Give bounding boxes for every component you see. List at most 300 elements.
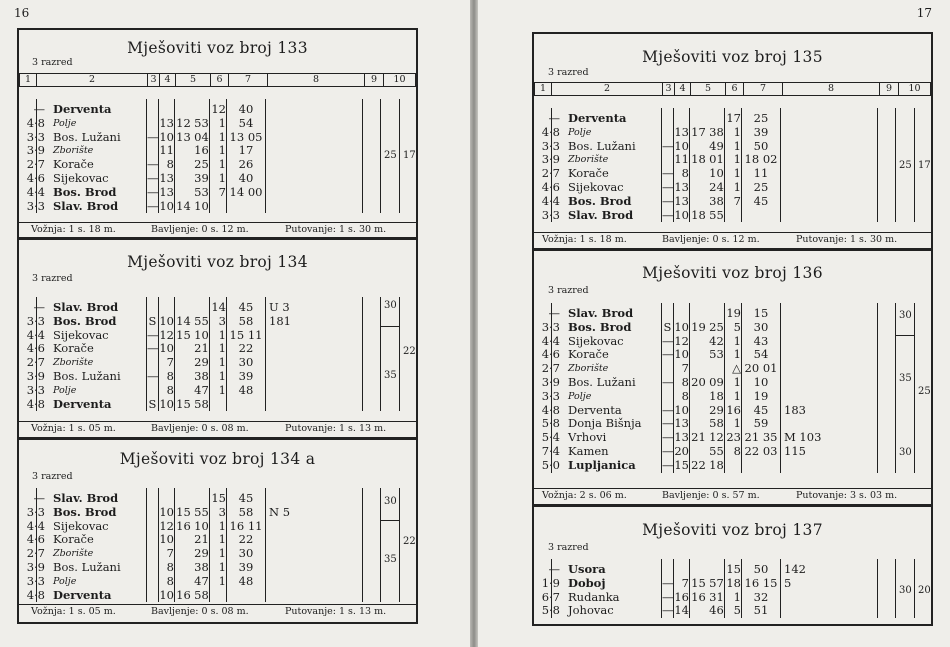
col3-mark: — [662,430,674,445]
side-value: 35 [384,554,397,565]
departure-time: 58 [238,313,254,328]
station-name: Donja Bišnja [568,416,642,431]
arrival-minute: 12 [709,430,724,445]
arrival-minute: 57 [709,575,724,590]
column-rule [380,488,381,602]
travel-minutes: 7 [166,546,174,561]
table-row [534,404,931,418]
distance-km: 3·9 [541,152,560,167]
column-rule [673,559,674,618]
table-row [534,153,931,167]
distance-km: 4·8 [26,396,45,411]
footer-bavljenje: Bavljenje: 0 s. 08 m. [151,423,249,434]
table-row [19,533,416,547]
departure-time: 45 [238,491,254,505]
table-row [534,167,931,181]
stop-minutes: 12 [211,102,226,116]
column-rule [724,559,725,618]
class-label: 3 razred [32,273,73,284]
col3-mark: — [147,157,159,172]
station-name: Bos. Brod [53,184,117,199]
station-name: Lupljanica [568,457,636,472]
distance-km: 3·9 [26,368,45,383]
arrival-minute: 53 [194,184,209,199]
table-row [534,362,931,376]
travel-minutes: 13 [159,115,174,130]
stop-minutes: 15 [726,562,741,576]
timetable-section [19,30,416,243]
rows-container [534,563,931,618]
stop-minutes: 1 [733,374,741,389]
table-row [19,492,416,506]
station-name: Sijekovac [53,518,109,533]
arrival-minute: 31 [709,589,724,604]
station-name: Polje [568,390,592,402]
connection-note: 5 [784,575,792,590]
travel-minutes: 8 [681,166,689,181]
station-name: Zborište [53,548,94,560]
stop-minutes: 1 [733,388,741,403]
arrival-minute: 29 [709,402,724,417]
travel-minutes: 13 [674,430,689,445]
col3-mark: S [148,313,157,328]
station-name: Zborište [568,363,609,375]
arrival-minute: 58 [194,587,209,602]
departure-time: 48 [238,382,254,397]
connection-note: 115 [784,443,806,458]
col3-mark: — [147,129,159,144]
column-header-row: 1 2 3 4 5 6 7 8 9 10 [19,73,416,87]
table-row [19,342,416,356]
departure-time: 11 [753,166,769,181]
train-title: Mješoviti voz broj 137 [642,521,823,539]
departure-time: 16 11 [229,518,263,533]
departure-time: 19 [753,388,769,403]
station-name: Slav. Brod [53,300,119,314]
arrival-minute: 46 [709,603,724,618]
arrival-minute: 25 [194,157,209,172]
travel-minutes: 14 [674,603,689,618]
stop-minutes: 5 [733,603,741,618]
arrival-minute: 53 [709,347,724,362]
stop-minutes: 1 [733,333,741,348]
departure-time: 18 02 [744,152,778,167]
table-row [534,126,931,140]
page-number: 16 [14,6,30,20]
arrival-minute: 18 [709,388,724,403]
departure-time: 54 [753,347,769,362]
column-rule [551,559,552,618]
station-name: Sijekovac [53,170,109,185]
timetable-section [534,34,931,249]
travel-minutes: 8 [166,157,174,172]
arrival-minute: 16 [194,143,209,158]
table-row [19,370,416,384]
rows-container [19,492,416,602]
table-row [19,506,416,520]
connection-note: N 5 [269,504,291,519]
departure-time: 30 [753,319,769,334]
departure-time: 32 [753,589,769,604]
distance-km: 4·4 [26,184,45,199]
table-row [19,172,416,186]
book-gutter [470,0,478,647]
departure-time: 50 [753,138,769,153]
distance-km: 5·0 [541,457,560,472]
station-name: Kamen [568,443,609,458]
departure-time: 17 [238,143,254,158]
distance-km: 3·3 [26,504,45,519]
station-name: Bos. Brod [568,193,632,208]
distance-km: 4·4 [26,327,45,342]
station-name: Sijekovac [568,179,624,194]
col3-mark: — [662,374,674,389]
stop-minutes: 3 [218,313,226,328]
table-row [534,459,931,473]
side-rule [896,335,914,336]
stop-minutes: 1 [218,546,226,561]
col3-mark: — [147,341,159,356]
distance-km: 2·7 [541,166,560,181]
col3-mark: — [147,198,159,213]
distance-km: 4·6 [26,532,45,547]
table-row [534,445,931,459]
distance-km: 3·3 [541,138,560,153]
distance-km: 4·4 [541,333,560,348]
arrival-minute: 18 [709,457,724,472]
stop-minutes: 1 [218,368,226,383]
column-rule [689,303,690,473]
travel-minutes: 13 [674,416,689,431]
col3-mark: — [662,416,674,431]
table-row [534,376,931,390]
column-rule [36,99,37,213]
column-rule [914,303,915,473]
departure-time: 51 [753,603,769,618]
col3-mark: — [662,575,674,590]
table-row [19,117,416,131]
arrival-minute: 38 [709,193,724,208]
stop-minutes: 1 [733,589,741,604]
stop-minutes: 1 [733,347,741,362]
column-rule [146,488,147,602]
footer-summary [534,488,931,503]
column-rule [265,488,266,602]
stop-minutes: 1 [733,179,741,194]
timetable-section [534,251,931,507]
train-title: Mješoviti voz broj 133 [127,39,308,57]
table-row [19,575,416,589]
footer-putovanje: Putovanje: 1 s. 13 m. [285,423,387,434]
station-name: Derventa [53,587,112,602]
table-row [534,604,931,618]
station-name: Bos. Lužani [53,559,121,574]
departure-time: 22 [238,532,254,547]
table-row [534,307,931,321]
travel-minutes: 11 [159,143,174,158]
train-title: Mješoviti voz broj 134 a [119,450,316,468]
column-rule [780,108,781,222]
col3-mark: — [662,207,674,222]
column-rule [673,108,674,222]
departure-time: 15 11 [229,327,263,342]
arrival-minute: 24 [709,179,724,194]
column-rule [362,297,363,411]
station-name: Korače [53,157,94,172]
column-rule [174,488,175,602]
column-rule [36,297,37,411]
side-rule [381,326,399,327]
column-rule [895,559,896,618]
stop-minutes: 1 [218,115,226,130]
rows-container [19,103,416,213]
arrival-hour: 12 [176,115,191,130]
table-row [534,431,931,445]
arrival-hour: 16 [176,587,191,602]
departure-time: 45 [753,402,769,417]
station-name: Sijekovac [53,327,109,342]
departure-time: 25 [753,179,769,194]
station-name: Slav. Brod [53,198,119,213]
travel-minutes: 13 [674,193,689,208]
distance-km: 4·8 [26,115,45,130]
column-rule [673,303,674,473]
side-value: 35 [384,370,397,381]
station-name: Polje [568,126,592,138]
column-rule [741,303,742,473]
footer-summary [19,604,416,619]
table-row [19,186,416,200]
column-rule [877,559,878,618]
side-value: 17 [918,160,931,171]
travel-minutes: 10 [159,587,174,602]
col3-mark: — [662,166,674,181]
station-name: Bos. Brod [53,313,117,328]
side-value: 25 [918,386,931,397]
class-label: 3 razred [32,471,73,482]
travel-minutes: 7 [681,361,689,376]
footer-bavljenje: Bavljenje: 0 s. 12 m. [151,224,249,235]
column-rule [36,488,37,602]
column-rule [551,303,552,473]
footer-summary [19,421,416,436]
table-row [19,329,416,343]
travel-minutes: 10 [159,341,174,356]
stop-minutes: 1 [218,573,226,588]
column-rule [661,108,662,222]
distance-km: 3·3 [541,207,560,222]
stop-minutes: 1 [218,382,226,397]
column-rule [380,297,381,411]
column-rule [877,303,878,473]
col3-mark: — [662,138,674,153]
departure-time: 22 [238,341,254,356]
arrival-hour: 21 [691,430,706,445]
distance-km: 4·6 [26,341,45,356]
departure-time: 50 [753,562,769,576]
station-name: Derventa [568,111,627,125]
col3-mark: — [147,368,159,383]
table-row [19,103,416,117]
table-row [19,131,416,145]
distance-km: 3·9 [26,143,45,158]
rows-container [534,112,931,222]
distance-km: — [33,102,45,116]
departure-time: 30 [238,546,254,561]
departure-time: 26 [238,157,254,172]
arrival-hour: 13 [176,129,191,144]
footer-putovanje: Putovanje: 1 s. 30 m. [285,224,387,235]
distance-km: 5·8 [541,416,560,431]
table-row [534,140,931,154]
distance-km: 3·9 [541,374,560,389]
arrival-minute: 39 [194,170,209,185]
right-page [478,0,950,647]
footer-putovanje: Putovanje: 1 s. 13 m. [285,606,387,617]
stop-minutes: 7 [733,193,741,208]
arrival-minute: 10 [709,166,724,181]
travel-minutes: 8 [166,382,174,397]
side-value: 25 [384,150,397,161]
travel-minutes: 20 [674,443,689,458]
column-rule [174,99,175,213]
stop-minutes: 1 [218,170,226,185]
station-name: Bos. Brod [53,504,117,519]
stop-minutes: 1 [733,166,741,181]
travel-minutes: 12 [159,327,174,342]
column-rule [877,108,878,222]
table-row [19,301,416,315]
stop-minutes: 1 [218,157,226,172]
table-row [19,315,416,329]
footer-bavljenje: Bavljenje: 0 s. 08 m. [151,606,249,617]
stop-minutes: △ [732,361,741,376]
arrival-hour: 15 [176,504,191,519]
stop-minutes: 8 [733,443,741,458]
col3-mark: — [662,457,674,472]
distance-km: 3·3 [541,319,560,334]
travel-minutes: 7 [166,355,174,370]
station-name: Derventa [53,396,112,411]
col3-mark: — [662,179,674,194]
departure-time: 25 [753,111,769,125]
distance-km: 2·7 [541,361,560,376]
column-rule [895,108,896,222]
column-rule [895,303,896,473]
footer-vožnja: Vožnja: 1 s. 05 m. [31,606,116,617]
station-name: Usora [568,562,606,576]
column-rule [551,108,552,222]
arrival-hour: 20 [691,374,706,389]
connection-note: 183 [784,402,806,417]
station-name: Korače [568,347,609,362]
arrival-minute: 38 [194,559,209,574]
table-row [534,209,931,223]
rows-container [19,301,416,411]
column-rule [661,559,662,618]
departure-time: 43 [753,333,769,348]
arrival-minute: 09 [709,374,724,389]
footer-summary [534,232,931,247]
footer-bavljenje: Bavljenje: 0 s. 12 m. [662,234,760,245]
col3-mark: S [663,319,672,334]
departure-time: 15 [753,306,769,320]
arrival-hour: 19 [691,319,706,334]
departure-time: 39 [238,559,254,574]
stop-minutes: 1 [218,341,226,356]
column-rule [146,99,147,213]
arrival-minute: 58 [194,396,209,411]
table-row [534,591,931,605]
column-rule [661,303,662,473]
table-row [19,547,416,561]
left-page [0,0,470,647]
column-rule [209,99,210,213]
arrival-minute: 38 [709,124,724,139]
column-rule [158,297,159,411]
footer-bavljenje: Bavljenje: 0 s. 57 m. [662,490,760,501]
column-rule [780,303,781,473]
distance-km: 5·8 [541,603,560,618]
arrival-hour: 17 [691,124,706,139]
train-title: Mješoviti voz broj 136 [642,264,823,282]
column-rule [146,297,147,411]
distance-km: 4·8 [26,587,45,602]
distance-km: 4·6 [541,179,560,194]
station-name: Slav. Brod [568,306,634,320]
station-name: Korače [53,532,94,547]
table-row [534,577,931,591]
station-name: Slav. Brod [568,207,634,222]
stop-minutes: 1 [733,152,741,167]
arrival-hour: 16 [176,518,191,533]
departure-time: 21 35 [744,430,778,445]
travel-minutes: 8 [681,374,689,389]
column-rule [209,297,210,411]
column-rule [399,488,400,602]
footer-vožnja: Vožnja: 1 s. 05 m. [31,423,116,434]
station-name: Slav. Brod [53,491,119,505]
distance-km: 3·3 [26,129,45,144]
stop-minutes: 1 [218,532,226,547]
table-row [19,356,416,370]
arrival-minute: 10 [194,198,209,213]
stop-minutes: 17 [726,111,741,125]
distance-km: — [33,491,45,505]
arrival-minute: 01 [709,152,724,167]
col3-mark: — [662,347,674,362]
departure-time: 58 [238,504,254,519]
departure-time: 54 [238,115,254,130]
distance-km: 2·7 [26,546,45,561]
arrival-minute: 29 [194,546,209,561]
timetable-section [534,507,931,624]
travel-minutes: 10 [159,396,174,411]
side-value: 30 [384,300,397,311]
table-row [534,321,931,335]
arrival-hour: 22 [691,457,706,472]
stop-minutes: 18 [726,575,741,590]
arrival-minute: 55 [709,443,724,458]
station-name: Rudanka [568,589,620,604]
column-rule [174,297,175,411]
table-row [534,417,931,431]
column-rule [724,108,725,222]
distance-km: 3·3 [26,198,45,213]
arrival-hour: 18 [691,152,706,167]
stop-minutes: 1 [733,124,741,139]
station-name: Bos. Lužani [53,129,121,144]
